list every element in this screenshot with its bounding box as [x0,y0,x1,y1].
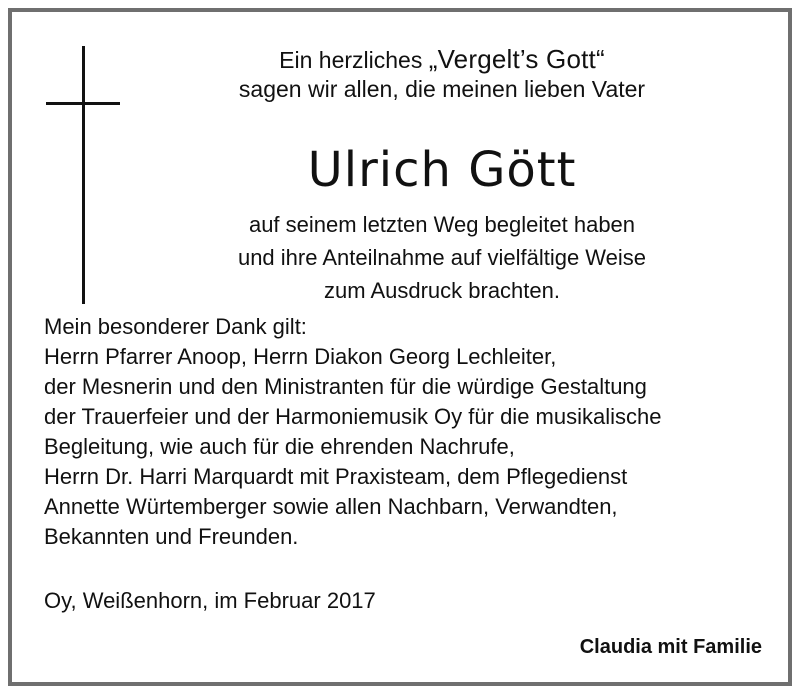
heading-intro: Ein herzliches [279,47,423,73]
deceased-name: Ulrich Gött [307,142,577,198]
thanks-line: der Mesnerin und den Ministranten für die würdige Gestaltung [44,374,647,399]
signature: Claudia mit Familie [579,636,762,658]
acknowledgement-line: auf seinem letzten Weg begleitet haben [248,212,636,237]
thanks-line: Herrn Pfarrer Anoop, Herrn Diakon Georg Lechleiter, [44,344,557,369]
thanks-heading [192,44,692,103]
heading-line-2: sagen wir allen, die meinen lieben Vater [238,76,646,102]
acknowledgement-line: zum Ausdruck brachten. [323,278,560,303]
heading-quote: „Vergelt’s Gott“ [428,44,605,74]
thanks-line: Annette Würtemberger sowie allen Nachbarn, Verwandten, [44,494,618,519]
thanks-line: der Trauerfeier und der Harmoniemusik Oy für die musikalische [44,404,662,429]
cross-icon [46,46,120,304]
place-and-date: Oy, Weißenhorn, im Februar 2017 [44,588,376,613]
thanks-line: Begleitung, wie auch für die ehrenden Nachrufe, [44,434,515,459]
thanks-line: Bekannten und Freunden. [44,524,299,549]
thanks-line: Mein besonderer Dank gilt: [44,314,307,339]
cross-horizontal-bar [46,102,120,105]
obituary-notice [8,8,792,686]
thanks-line: Herrn Dr. Harri Marquardt mit Praxisteam, dem Pflegedienst [44,464,628,489]
acknowledgement-line: und ihre Anteilnahme auf vielfältige Weise [237,245,647,270]
cross-vertical-bar [82,46,85,304]
acknowledgement-text [192,208,692,307]
heading-line-1 [192,44,692,75]
special-thanks-section [44,312,774,552]
